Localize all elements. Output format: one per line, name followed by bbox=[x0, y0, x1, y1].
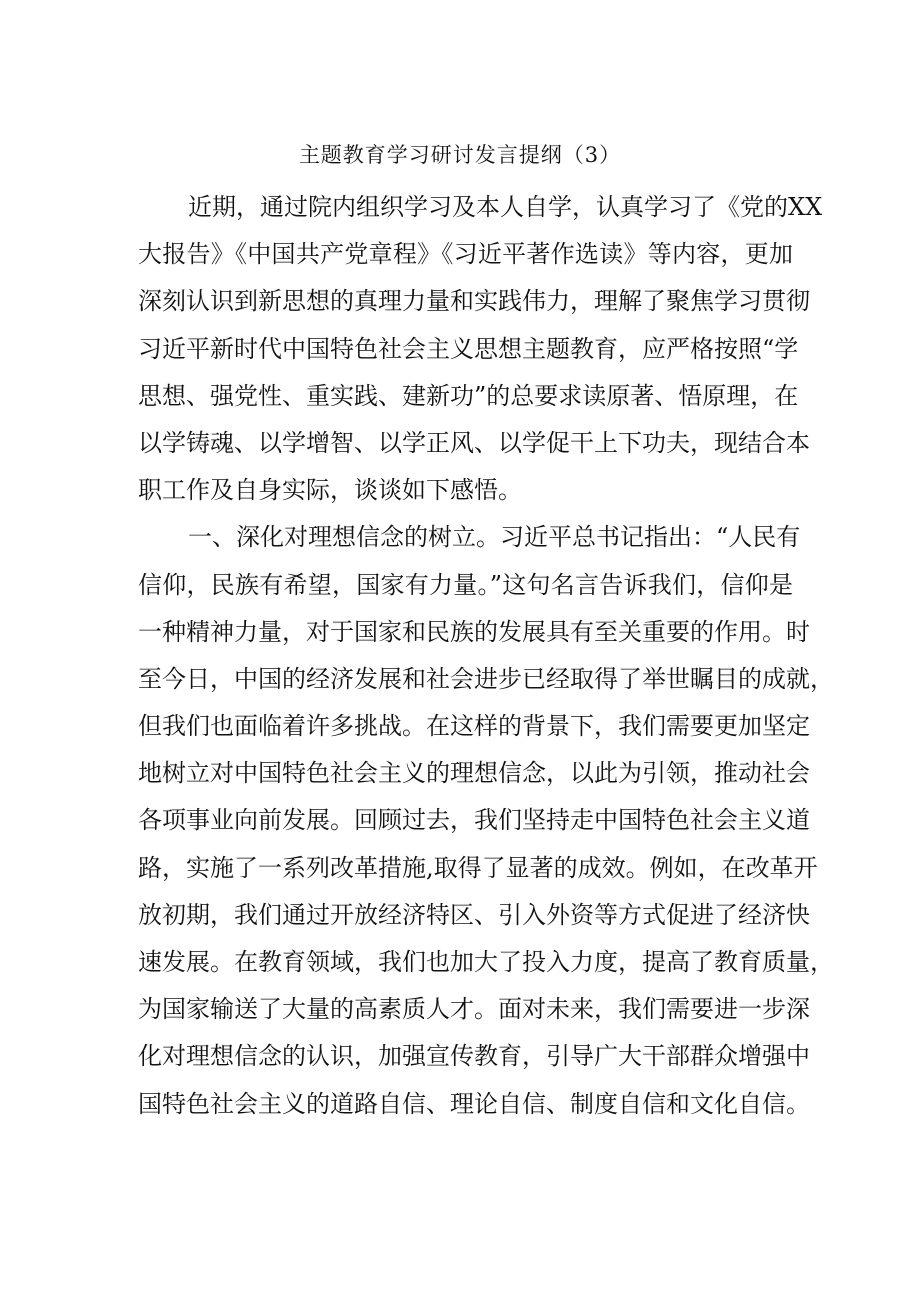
text-line: 习近平新时代中国特色社会主义思想主题教育，应严格按照“学 bbox=[138, 334, 799, 363]
document-title: 主题教育学习研讨发言提纲（3） bbox=[298, 143, 622, 167]
paragraph-section-one bbox=[138, 514, 834, 1127]
text-line: 放初期，我们通过开放经济特区、引入外资等方式促进了经济快 bbox=[138, 900, 810, 929]
text-line: 国特色社会主义的道路自信、理论自信、制度自信和文化自信。 bbox=[138, 1089, 810, 1118]
text-line: 职工作及自身实际，谈谈如下感悟。 bbox=[138, 476, 522, 505]
text-line: 思想、强党性、重实践、建新功”的总要求读原著、悟原理，在 bbox=[138, 381, 799, 410]
text-line: 大报告》《中国共产党章程》《习近平著作选读》等内容，更加 bbox=[138, 240, 793, 269]
text-line: 一种精神力量，对于国家和民族的发展具有至关重要的作用。时 bbox=[138, 617, 810, 646]
text-line: 深刻认识到新思想的真理力量和实践伟力，理解了聚焦学习贯彻 bbox=[138, 287, 810, 316]
text-line: 化对理想信念的认识，加强宣传教育，引导广大干部群众增强中 bbox=[138, 1042, 810, 1071]
text-line: 信仰，民族有希望，国家有力量。”这句名言告诉我们，信仰是 bbox=[138, 570, 793, 599]
text-line: 路，实施了一系列改革措施,取得了显著的成效。例如，在改革开 bbox=[138, 853, 818, 882]
text-line: 速发展。在教育领域，我们也加大了投入力度，提高了教育质量， bbox=[138, 948, 834, 976]
text-line: 一、深化对理想信念的树立。习近平总书记指出：“人民有 bbox=[188, 523, 801, 552]
text-line: 地树立对中国特色社会主义的理想信念，以此为引领，推动社会 bbox=[138, 759, 810, 788]
document-body bbox=[138, 184, 834, 1128]
text-line: 至今日，中国的经济发展和社会进步已经取得了举世瞩目的成就， bbox=[138, 664, 834, 693]
text-line: 以学铸魂、以学增智、以学正风、以学促干上下功夫，现结合本 bbox=[138, 428, 810, 457]
text-line: 近期，通过院内组织学习及本人自学，认真学习了《党的XX bbox=[188, 193, 823, 221]
paragraph-intro bbox=[138, 184, 823, 514]
text-line: 为国家输送了大量的高素质人才。面对未来，我们需要进一步深 bbox=[138, 995, 810, 1024]
text-line: 但我们也面临着许多挑战。在这样的背景下，我们需要更加坚定 bbox=[138, 712, 810, 741]
text-line: 各项事业向前发展。回顾过去，我们坚持走中国特色社会主义道 bbox=[138, 806, 810, 835]
